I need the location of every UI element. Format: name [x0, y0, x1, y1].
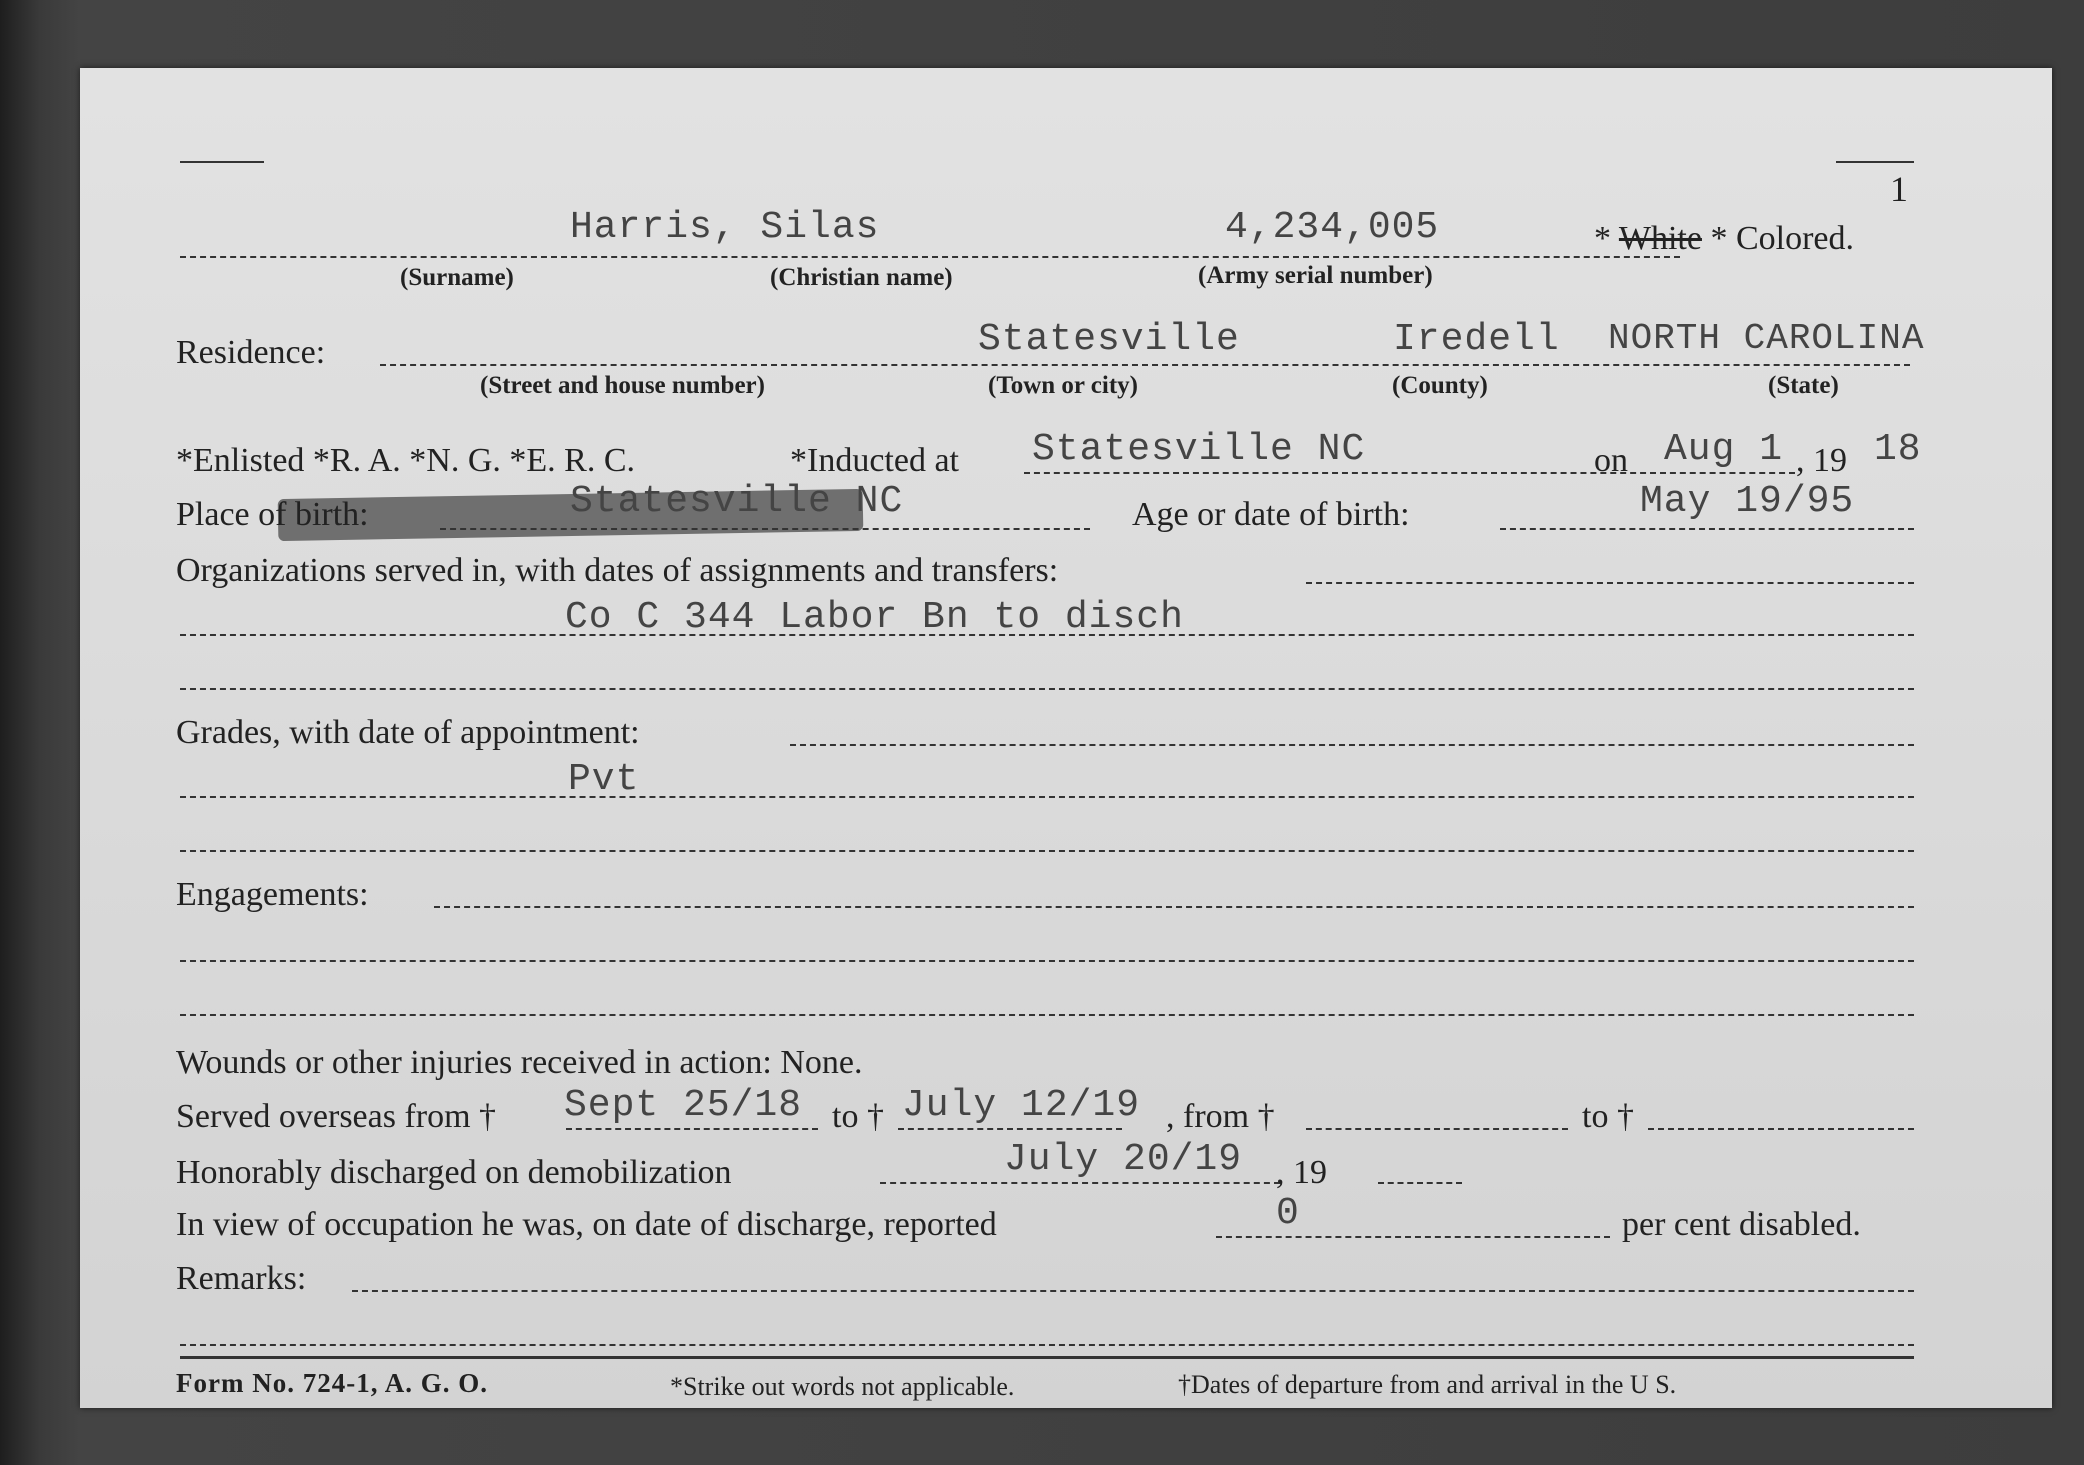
- serial-caption: (Army serial number): [1198, 262, 1433, 289]
- strike-note: *Strike out words not applicable.: [670, 1372, 1015, 1401]
- age-line: [1500, 528, 1914, 530]
- residence-label: Residence:: [176, 334, 326, 371]
- enlistment-options: *Enlisted *R. A. *N. G. *E. R. C.: [176, 442, 636, 479]
- on-label: on: [1594, 442, 1628, 479]
- inducted-place: Statesville NC: [1032, 428, 1366, 471]
- state-caption: (State): [1768, 372, 1839, 399]
- grades-line-2: [180, 796, 1914, 798]
- street-caption: (Street and house number): [480, 372, 765, 399]
- race-white: White: [1618, 220, 1702, 257]
- overseas-from2-label: , from †: [1166, 1098, 1275, 1135]
- engagements-label: Engagements:: [176, 876, 369, 913]
- name-line: [180, 256, 1680, 258]
- induction-date: Aug 1: [1664, 428, 1784, 471]
- service-record-card: [80, 68, 2052, 1408]
- grade-typed: Pvt: [568, 758, 640, 801]
- serial-typed: 4,234,005: [1225, 206, 1440, 249]
- engagements-line-3: [180, 1014, 1914, 1016]
- surname-caption: (Surname): [400, 264, 514, 291]
- age-label: Age or date of birth:: [1132, 496, 1410, 533]
- remarks-line-1: [352, 1290, 1914, 1292]
- inducted-label: *Inducted at: [790, 442, 959, 479]
- disability-line: [1216, 1236, 1610, 1238]
- organizations-line-1: [1306, 582, 1914, 584]
- christian-name-caption: (Christian name): [770, 264, 953, 291]
- overseas-to2-line: [1648, 1128, 1914, 1130]
- grades-line-1: [790, 744, 1914, 746]
- overseas-from-date: Sept 25/18: [564, 1084, 803, 1127]
- dates-note: †Dates of departure from and arrival in the U S.: [1178, 1370, 1677, 1399]
- overseas-to-line: [898, 1128, 1122, 1130]
- organizations-line-3: [180, 688, 1914, 690]
- discharge-label: Honorably discharged on demobilization: [176, 1154, 732, 1191]
- disability-percent: 0: [1276, 1192, 1300, 1235]
- induction-date-line: [1660, 472, 1795, 474]
- name-typed: Harris, Silas: [570, 206, 880, 249]
- induction-year-prefix: , 19: [1796, 442, 1847, 479]
- overseas-from-line: [566, 1128, 818, 1130]
- engagements-line-2: [180, 960, 1914, 962]
- town-caption: (Town or city): [988, 372, 1138, 399]
- place-of-birth-label: Place of birth:: [176, 496, 369, 533]
- overseas-from2-line: [1306, 1128, 1568, 1130]
- organizations-line-2: [180, 634, 1914, 636]
- discharge-year-prefix: , 19: [1276, 1154, 1327, 1191]
- overseas-label: Served overseas from †: [176, 1098, 497, 1135]
- discharge-line: [880, 1182, 1280, 1184]
- residence-town: Statesville: [978, 318, 1240, 361]
- disability-label: In view of occupation he was, on date of discharge, reported: [176, 1206, 997, 1243]
- footer-rule: [180, 1356, 1914, 1359]
- grades-label: Grades, with date of appointment:: [176, 714, 640, 751]
- wounds-label: Wounds or other injuries received in action: None.: [176, 1044, 863, 1081]
- discharge-date: July 20/19: [1004, 1138, 1243, 1181]
- residence-line: [380, 364, 1910, 366]
- card-number: 1: [1890, 169, 1908, 209]
- disability-suffix: per cent disabled.: [1622, 1206, 1861, 1243]
- overseas-to2-label: to †: [1582, 1098, 1634, 1135]
- race-star-2: *: [1710, 220, 1728, 257]
- overseas-to-label: to †: [832, 1098, 884, 1135]
- discharge-year-line: [1378, 1182, 1462, 1184]
- residence-state: NORTH CAROLINA: [1608, 318, 1925, 359]
- engagements-line-1: [434, 906, 1914, 908]
- form-number: Form No. 724-1, A. G. O.: [176, 1368, 488, 1398]
- overseas-to-date: July 12/19: [902, 1084, 1141, 1127]
- residence-county: Iredell: [1393, 318, 1560, 361]
- race-options: [1594, 220, 1854, 258]
- remarks-line-2: [180, 1344, 1914, 1346]
- inducted-line: [1024, 472, 1656, 474]
- date-of-birth: May 19/95: [1640, 480, 1855, 523]
- race-colored: Colored.: [1735, 220, 1855, 257]
- organizations-label: Organizations served in, with dates of assignments and transfers:: [176, 552, 1059, 589]
- top-left-mark: [180, 161, 264, 163]
- place-of-birth: Statesville NC: [570, 480, 904, 523]
- county-caption: (County): [1392, 372, 1488, 399]
- place-of-birth-line: [440, 528, 1090, 530]
- remarks-label: Remarks:: [176, 1260, 307, 1297]
- top-right-mark: [1836, 161, 1914, 163]
- grades-line-3: [180, 850, 1914, 852]
- induction-year: 18: [1874, 428, 1922, 471]
- race-star-1: *: [1594, 220, 1611, 257]
- organizations-typed: Co C 344 Labor Bn to disch: [565, 596, 1184, 639]
